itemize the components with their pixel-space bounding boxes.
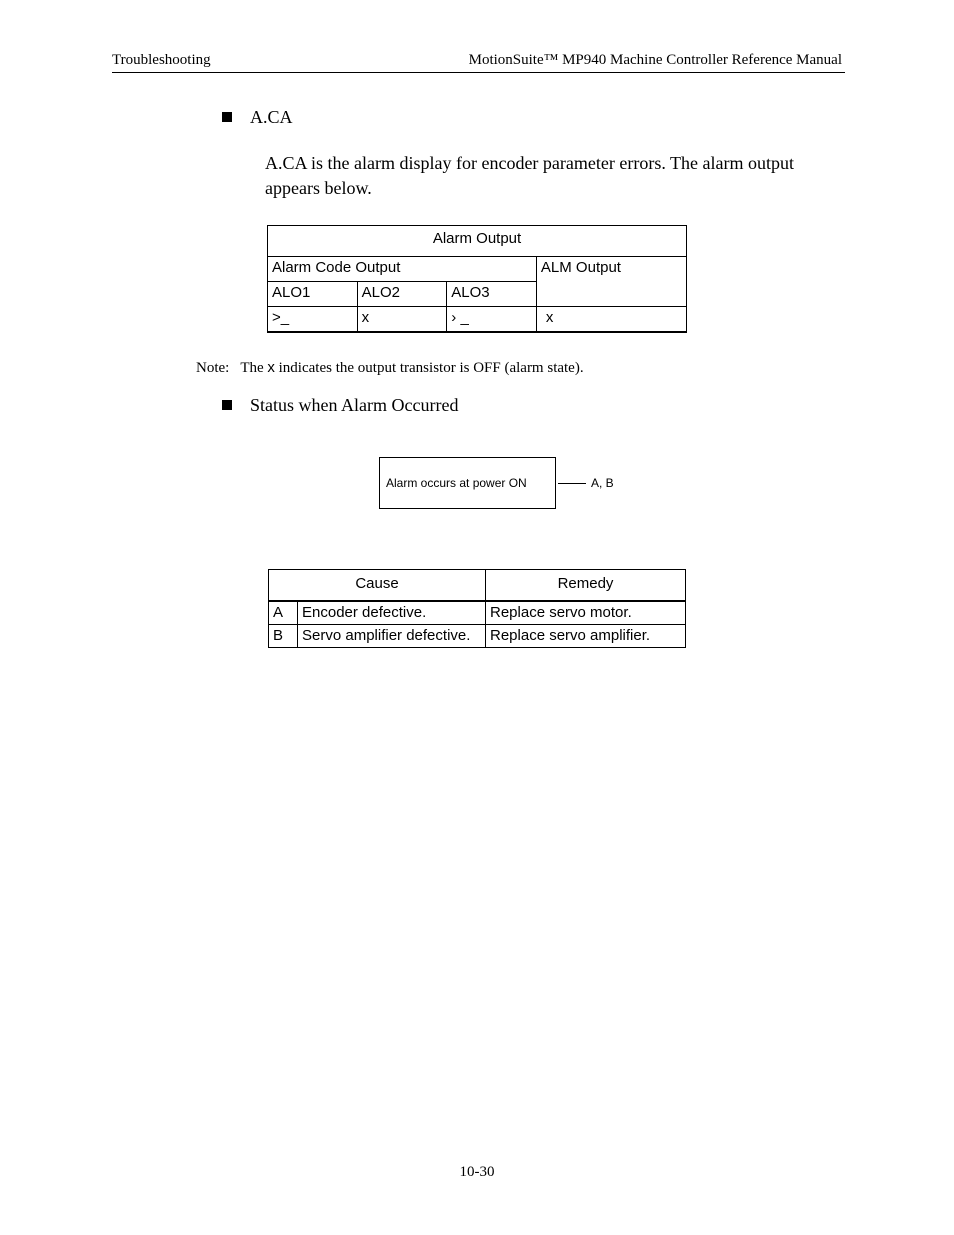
remedy-cell: Replace servo motor. [486, 601, 686, 625]
column-header-alo1: ALO1 [268, 282, 358, 307]
note-text [196, 359, 584, 377]
diagram-condition-box [379, 457, 556, 509]
alarm-output-title: Alarm Output [268, 226, 687, 257]
alo3-value: › _ [447, 307, 537, 333]
cause-cell: Encoder defective. [298, 601, 486, 625]
alm-output-label: ALM Output [536, 257, 686, 307]
header-manual-title: MotionSuite™ MP940 Machine Controller Reference Manual [468, 52, 842, 68]
column-header-alo2: ALO2 [357, 282, 447, 307]
header-rule [112, 72, 845, 73]
note-post: indicates the output transistor is OFF (alarm state). [278, 360, 584, 376]
diagram-box-text: Alarm occurs at power ON [386, 476, 527, 490]
alo1-value: >_ [268, 307, 358, 333]
diagram-connector-line [558, 483, 586, 484]
section-heading-status: Status when Alarm Occurred [250, 395, 459, 415]
remedy-cell: Replace servo amplifier. [486, 625, 686, 648]
row-id: A [269, 601, 298, 625]
bullet-square-icon [222, 400, 232, 410]
diagram-cause-label: A, B [591, 476, 614, 490]
section-heading-aca: A.CA [250, 107, 293, 127]
alm-value: x [536, 307, 686, 333]
header-section-title: Troubleshooting [112, 52, 211, 68]
cause-header: Cause [269, 570, 486, 602]
note-symbol: x [267, 359, 275, 376]
page-number: 10-30 [459, 1164, 495, 1180]
alarm-output-table [267, 225, 687, 333]
cause-cell: Servo amplifier defective. [298, 625, 486, 648]
cause-remedy-table [268, 569, 686, 648]
note-pre: The [240, 360, 264, 376]
bullet-square-icon [222, 112, 232, 122]
remedy-header: Remedy [486, 570, 686, 602]
row-id: B [269, 625, 298, 648]
section-paragraph: A.CA is the alarm display for encoder parameter errors. The alarm output appears below. [265, 153, 794, 198]
column-header-alo3: ALO3 [447, 282, 537, 307]
note-label: Note: [196, 360, 230, 376]
alo2-value: x [357, 307, 447, 333]
alarm-code-output-label: Alarm Code Output [268, 257, 537, 282]
